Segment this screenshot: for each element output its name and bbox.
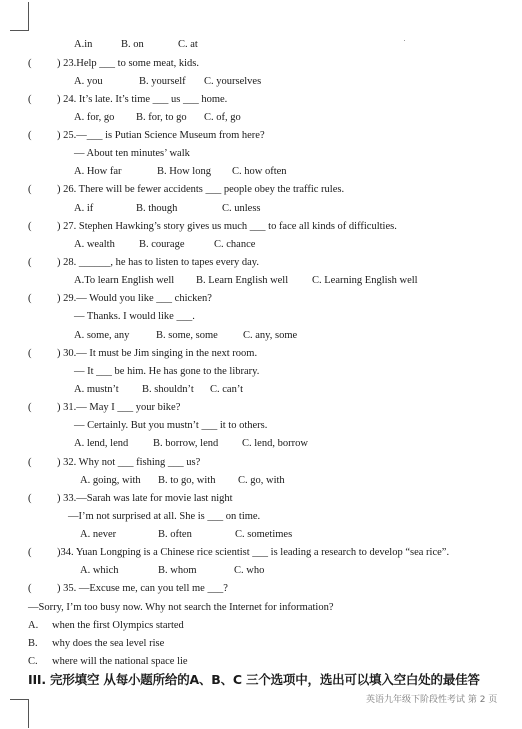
q23-stem: ) 23.Help ___ to some meat, kids.	[57, 58, 200, 69]
q34-answer-paren: (	[28, 547, 32, 558]
q25-reply: — About ten minutes’ walk	[74, 148, 190, 159]
q23-option-b: B. yourself	[139, 76, 186, 87]
q30-stem: ) 30.— It must be Jim singing in the next room.	[57, 348, 258, 359]
q34-option-b: B. whom	[158, 565, 197, 576]
q33-stem: ) 33.—Sarah was late for movie last night	[57, 493, 233, 504]
q35-option-a-letter: A.	[28, 620, 39, 631]
q27-answer-paren: (	[28, 221, 32, 232]
q34-option-c: C. who	[234, 565, 265, 576]
q25-option-c: C. how often	[232, 166, 287, 177]
q32-option-b: B. to go, with	[158, 475, 216, 486]
q24-answer-paren: (	[28, 94, 32, 105]
q35-answer-paren: (	[28, 583, 32, 594]
q30-answer-paren: (	[28, 348, 32, 359]
q31-answer-paren: (	[28, 402, 32, 413]
q35-reply: —Sorry, I’m too busy now. Why not search the Internet for information?	[28, 602, 334, 613]
q23-option-a: A. you	[74, 76, 103, 87]
q25-answer-paren: (	[28, 130, 32, 141]
q29-answer-paren: (	[28, 293, 32, 304]
q24-option-c: C. of, go	[204, 112, 241, 123]
q29-reply: — Thanks. I would like ___.	[74, 311, 195, 322]
stray-dot	[404, 40, 405, 41]
q24-stem: ) 24. It’s late. It’s time ___ us ___ home.	[57, 94, 228, 105]
q22-option-b: B. on	[121, 39, 144, 50]
q28-option-a: A.To learn English well	[74, 275, 175, 286]
q33-reply: —I’m not surprised at all. She is ___ on time.	[68, 511, 261, 522]
q31-option-c: C. lend, borrow	[242, 438, 308, 449]
section-heading: III. 完形填空 从每小题所给的A、B、C 三个选项中，选出可以填入空白处的最佳答	[28, 672, 480, 687]
q26-option-b: B. though	[136, 203, 178, 214]
q28-stem: ) 28. ______, he has to listen to tapes every day.	[57, 257, 259, 268]
q31-option-a: A. lend, lend	[74, 438, 129, 449]
q30-option-b: B. shouldn’t	[142, 384, 194, 395]
q23-option-c: C. yourselves	[204, 76, 262, 87]
q28-option-c: C. Learning English well	[312, 275, 418, 286]
q24-option-a: A. for, go	[74, 112, 115, 123]
q25-option-a: A. How far	[74, 166, 122, 177]
q26-answer-paren: (	[28, 184, 32, 195]
q33-answer-paren: (	[28, 493, 32, 504]
q33-option-c: C. sometimes	[235, 529, 293, 540]
q29-option-c: C. any, some	[243, 330, 298, 341]
q25-stem: ) 25.—___ is Putian Science Museum from here?	[57, 130, 265, 141]
q29-option-a: A. some, any	[74, 330, 130, 341]
q22-option-a: A.in	[74, 39, 93, 50]
q30-option-c: C. can’t	[210, 384, 244, 395]
q35-option-c-letter: C.	[28, 656, 38, 667]
q30-reply: — It ___ be him. He has gone to the library.	[74, 366, 260, 377]
q26-stem: ) 26. There will be fewer accidents ___ people obey the traffic rules.	[57, 184, 345, 195]
q33-option-a: A. never	[80, 529, 117, 540]
q23-answer-paren: (	[28, 58, 32, 69]
q34-stem: )34. Yuan Longping is a Chinese rice scientist ___ is leading a research to develop “sea rice”.	[57, 547, 450, 558]
q35-option-b-letter: B.	[28, 638, 38, 649]
q35-option-b-text: why does the sea level rise	[52, 638, 165, 649]
q32-answer-paren: (	[28, 457, 32, 468]
q35-option-a-text: when the first Olympics started	[52, 620, 184, 631]
q27-option-b: B. courage	[139, 239, 185, 250]
q34-option-a: A. which	[80, 565, 119, 576]
q32-option-a: A. going, with	[80, 475, 141, 486]
q31-reply: — Certainly. But you mustn’t ___ it to others.	[74, 420, 268, 431]
q31-stem: ) 31.— May I ___ your bike?	[57, 402, 181, 413]
q32-option-c: C. go, with	[238, 475, 285, 486]
q28-answer-paren: (	[28, 257, 32, 268]
q24-option-b: B. for, to go	[136, 112, 187, 123]
q27-stem: ) 27. Stephen Hawking’s story gives us much ___ to face all kinds of difficulties.	[57, 221, 397, 232]
q30-option-a: A. mustn’t	[74, 384, 119, 395]
page-footer: 英语九年级下阶段性考试 第 2 页	[366, 695, 498, 705]
q29-option-b: B. some, some	[156, 330, 218, 341]
q22-option-c: C. at	[178, 39, 198, 50]
q33-option-b: B. often	[158, 529, 192, 540]
q26-option-c: C. unless	[222, 203, 261, 214]
crop-mark-top-left	[10, 2, 29, 31]
q26-option-a: A. if	[74, 203, 94, 214]
q35-stem: ) 35. —Excuse me, can you tell me ___?	[57, 583, 228, 594]
crop-mark-bottom-left	[10, 699, 29, 728]
q29-stem: ) 29.— Would you like ___ chicken?	[57, 293, 212, 304]
q31-option-b: B. borrow, lend	[153, 438, 219, 449]
q25-option-b: B. How long	[157, 166, 211, 177]
q35-option-c-text: where will the national space lie	[52, 656, 188, 667]
q32-stem: ) 32. Why not ___ fishing ___ us?	[57, 457, 201, 468]
q27-option-c: C. chance	[214, 239, 256, 250]
q28-option-b: B. Learn English well	[196, 275, 289, 286]
q27-option-a: A. wealth	[74, 239, 115, 250]
